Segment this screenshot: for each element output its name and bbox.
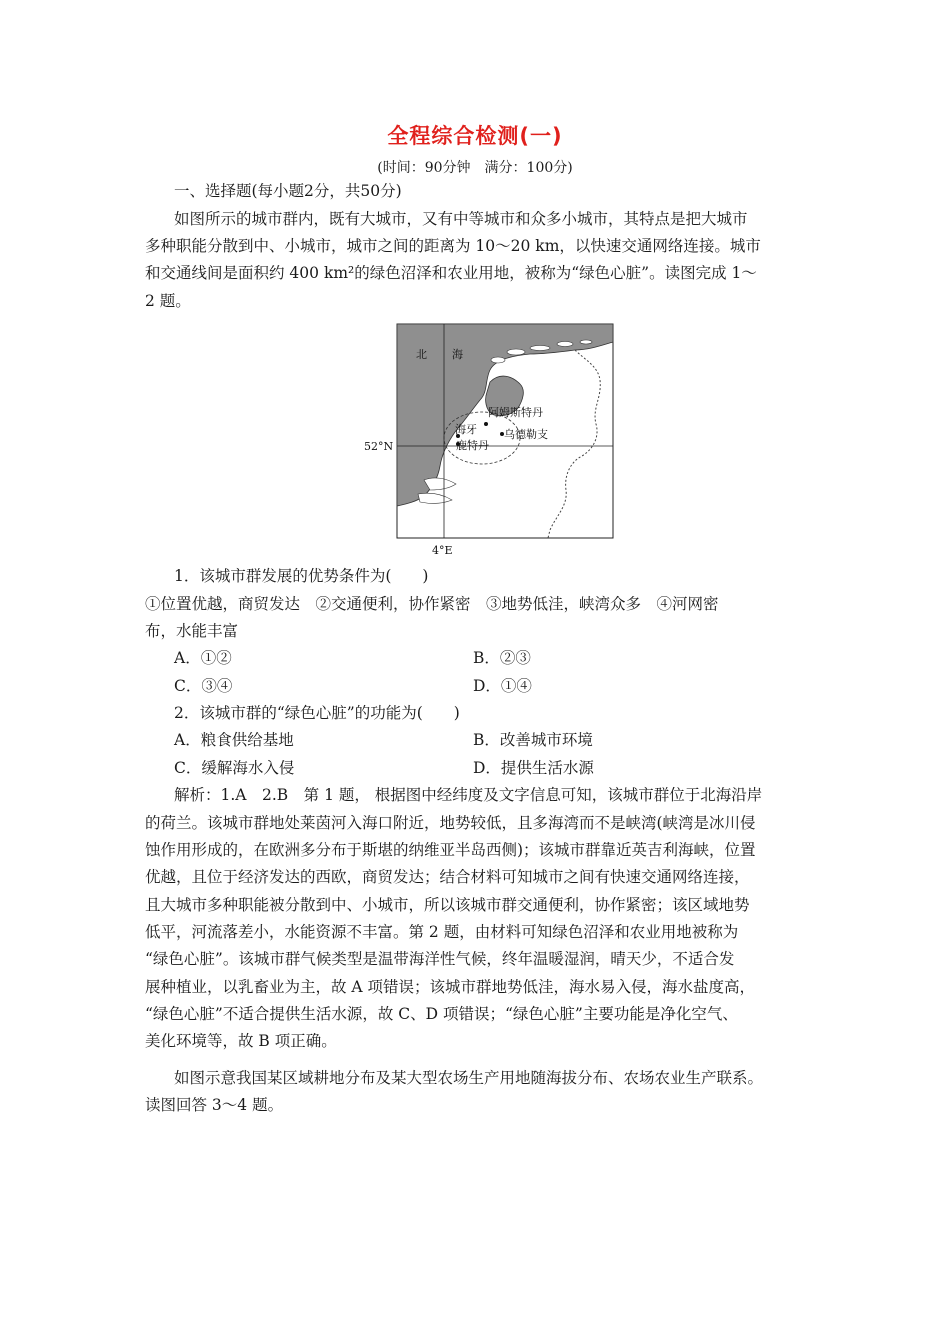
q1-option-a: A．①② xyxy=(174,649,232,667)
analysis-line-3: 蚀作用形成的，在欧洲多分布于斯堪的纳维亚半岛西侧)；该城市群靠近英吉利海峡，位置 xyxy=(145,841,756,859)
q2-option-c: C．缓解海水入侵 xyxy=(174,759,295,777)
analysis-line-4: 优越，且位于经济发达的西欧，商贸发达；结合材料可知城市之间有快速交通网络连接， xyxy=(145,868,750,886)
analysis-line-10: 美化环境等，故 B 项正确。 xyxy=(145,1032,337,1050)
amsterdam-label: 阿姆斯特丹 xyxy=(488,406,543,419)
intro-line-1: 如图所示的城市群内，既有大城市，又有中等城市和众多小城市，其特点是把大城市 xyxy=(174,210,748,228)
q2-option-b: B．改善城市环境 xyxy=(473,731,593,749)
q1-items-2: 布，水能丰富 xyxy=(145,622,239,640)
hague-label: 海牙 xyxy=(455,423,477,436)
q1-option-b: B．②③ xyxy=(473,649,531,667)
longitude-label: 4°E xyxy=(432,544,453,557)
analysis-line-9: “绿色心脏”不适合提供生活水源，故 C、D 项错误；“绿色心脏”主要功能是净化空气、 xyxy=(145,1005,738,1023)
q1-option-c: C．③④ xyxy=(174,677,233,695)
amsterdam-dot xyxy=(484,422,488,426)
next-intro-line-1: 如图示意我国某区域耕地分布及某大型农场生产用地随海拔分布、农场农业生产联系。 xyxy=(174,1069,764,1087)
q2-option-a: A．粮食供给基地 xyxy=(174,731,294,749)
latitude-label: 52°N xyxy=(364,440,394,453)
sea-label-2: 海 xyxy=(452,348,463,361)
intro-line-3: 和交通线间是面积约 400 km²的绿色沼泽和农业用地，被称为“绿色心脏”。读图完成 1～ xyxy=(145,264,757,282)
section-heading: 一、选择题(每小题2分，共50分) xyxy=(174,182,402,200)
q1-items-1: ①位置优越，商贸发达 ②交通便利，协作紧密 ③地势低洼，峡湾众多 ④河网密 xyxy=(145,595,719,613)
rotterdam-label: 鹿特丹 xyxy=(456,439,489,452)
analysis-line-5: 且大城市多种职能被分散到中、小城市，所以该城市群交通便利，协作紧密；该区域地势 xyxy=(145,896,750,914)
q1-option-d: D．①④ xyxy=(473,677,532,695)
analysis-line-6: 低平，河流落差小，水能资源不丰富。第 2 题，由材料可知绿色沼泽和农业用地被称为 xyxy=(145,923,739,941)
q2-option-d: D．提供生活水源 xyxy=(473,759,594,777)
analysis-line-1: 解析：1.A 2.B 第 1 题， 根据图中经纬度及文字信息可知，该城市群位于北海沿岸 xyxy=(174,786,763,804)
sea-label-1: 北 xyxy=(416,348,427,361)
analysis-line-2: 的荷兰。该城市群地处莱茵河入海口附近，地势较低，且多海湾而不是峡湾(峡湾是冰川侵 xyxy=(145,814,756,832)
netherlands-map xyxy=(360,320,615,560)
exam-meta: (时间：90分钟 满分：100分) xyxy=(377,160,573,176)
analysis-line-7: “绿色心脏”。该城市群气候类型是温带海洋性气候，终年温暖湿润，晴天少，不适合发 xyxy=(145,950,735,968)
next-intro-line-2: 读图回答 3～4 题。 xyxy=(145,1096,284,1114)
utrecht-label: 乌德勒支 xyxy=(504,428,548,441)
intro-line-4: 2 题。 xyxy=(145,292,191,310)
q2-stem: 2．该城市群的“绿色心脏”的功能为( ) xyxy=(174,704,460,722)
q1-stem: 1．该城市群发展的优势条件为( ) xyxy=(174,567,429,585)
analysis-line-8: 展种植业，以乳畜业为主，故 A 项错误；该城市群地势低洼，海水易入侵，海水盐度高， xyxy=(145,978,756,996)
page-title: 全程综合检测(一) xyxy=(387,124,563,148)
intro-line-2: 多种职能分散到中、小城市，城市之间的距离为 10～20 km，以快速交通网络连接。城市 xyxy=(145,237,761,255)
